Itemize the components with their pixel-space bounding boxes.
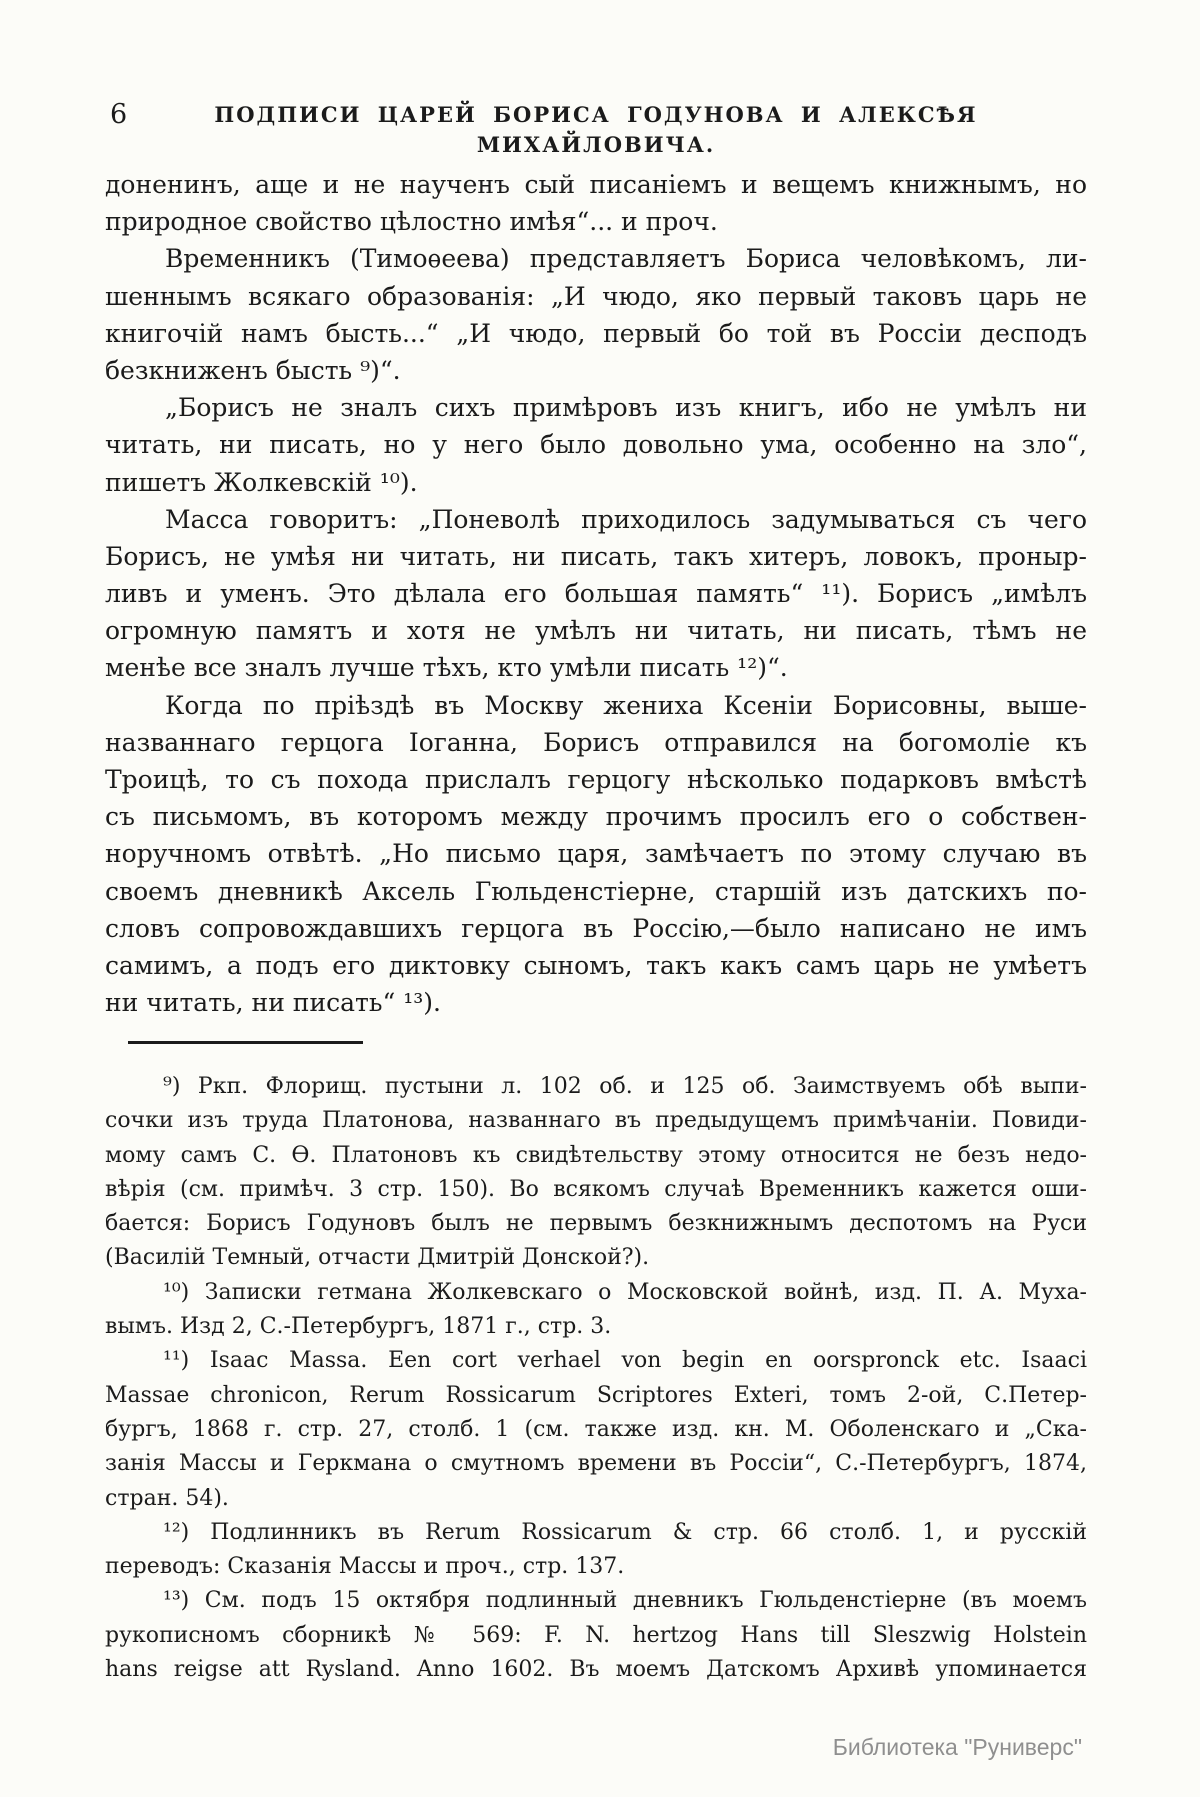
page-header: [105, 99, 1087, 157]
body-text-line: своемъ дневникѣ Аксель Гюльденстіерне, старшій изъ датскихъ по-: [105, 876, 1087, 906]
footnote-line: переводъ: Сказанія Массы и проч., стр. 137.: [105, 1554, 625, 1580]
body-text-line: „Борисъ не зналъ сихъ примѣровъ изъ книгъ, ибо не умѣлъ ни: [165, 393, 1087, 423]
body-text-line: Когда по пріѣздѣ въ Москву жениха Ксеніи Борисовны, выше-: [165, 690, 1087, 720]
body-text-line: безкниженъ бысть ⁹)“.: [105, 355, 401, 385]
footnote-line: вымъ. Изд 2, С.-Петербургъ, 1871 г., стр. 3.: [105, 1314, 612, 1340]
body-text-line: съ письмомъ, въ которомъ между прочимъ просилъ его о собствен-: [105, 802, 1087, 832]
body-text-line: читать, ни писать, но у него было довольно ума, особенно на зло“,: [105, 430, 1087, 460]
body-text-line: шеннымъ всякаго образованія: „И чюдо, яко первый таковъ царь не: [105, 281, 1087, 311]
body-text-line: Борисъ, не умѣя ни читать, ни писать, такъ хитеръ, ловокъ, проныр-: [105, 541, 1087, 571]
footnote-line: стран. 54).: [105, 1485, 229, 1511]
footnote-line: hans reigse att Rysland. Anno 1602. Въ моемъ Датскомъ Архивѣ упоминается: [105, 1657, 1087, 1683]
footnote-line: бается: Борисъ Годуновъ былъ не первымъ безкнижнымъ деспотомъ на Руси: [105, 1211, 1087, 1237]
body-text-line: ливъ и уменъ. Это дѣлала его большая память“ ¹¹). Борисъ „имѣлъ: [105, 579, 1087, 609]
body-text-line: Масса говоритъ: „Поневолѣ приходилось задумываться съ чего: [165, 504, 1087, 534]
footnote-line: вѣрія (см. примѣч. 3 стр. 150). Во всякомъ случаѣ Временникъ кажется оши-: [105, 1176, 1087, 1202]
footnote-line: бургъ, 1868 г. стр. 27, столб. 1 (см. также изд. кн. М. Оболенскаго и „Ска-: [105, 1416, 1087, 1442]
body-text-line: ни читать, ни писать“ ¹³).: [105, 988, 441, 1018]
footnote-line: (Василій Темный, отчасти Дмитрій Донской?).: [105, 1245, 650, 1271]
footnote-line: ¹⁰) Записки гетмана Жолкевскаго о Московской войнѣ, изд. П. А. Муха-: [163, 1279, 1087, 1305]
page-number: 6: [110, 99, 128, 130]
footnote-line: ¹³) См. подъ 15 октября подлинный дневникъ Гюльденстіерне (въ моемъ: [163, 1588, 1087, 1614]
body-text-line: Временникъ (Тимоѳеева) представляетъ Бориса человѣкомъ, ли-: [165, 244, 1087, 274]
footnote-line: Massae chronicon, Rerum Rossicarum Scriptores Exteri, томъ 2-ой, С.Петер-: [105, 1382, 1087, 1408]
body-text: [105, 166, 1087, 1021]
body-text-line: норучномъ отвѣтѣ. „Но письмо царя, замѣчаетъ по этому случаю въ: [105, 839, 1087, 869]
body-text-line: менѣе все зналъ лучше тѣхъ, кто умѣли писать ¹²)“.: [105, 653, 788, 683]
body-text-line: самимъ, а подъ его диктовку сыномъ, такъ какъ самъ царь не умѣетъ: [105, 950, 1087, 980]
footnote-line: мому самъ С. Ѳ. Платоновъ къ свидѣтельству этому относится не безъ недо-: [105, 1142, 1087, 1168]
body-text-line: названнаго герцога Іоганна, Борисъ отправился на богомоліе къ: [105, 727, 1087, 757]
footnote-line: рукописномъ сборникѣ № 569: F. N. hertzog Hans till Sleszwig Holstein: [105, 1622, 1087, 1648]
body-text-line: огромную памятъ и хотя не умѣлъ ни читать, ни писать, тѣмъ не: [105, 616, 1087, 646]
footnote-line: ¹²) Подлинникъ въ Rerum Rossicarum & стр. 66 столб. 1, и русскій: [163, 1519, 1087, 1545]
footnotes: [105, 1070, 1087, 1687]
body-text-line: Троицѣ, то съ похода прислалъ герцогу нѣсколько подарковъ вмѣстѣ: [105, 765, 1087, 794]
body-text-line: доненинъ, аще и не наученъ сый писаніемъ и вещемъ книжнымъ, но: [105, 170, 1087, 199]
footnote-line: сочки изъ труда Платонова, названнаго въ предыдущемъ примѣчаніи. Повиди-: [105, 1108, 1087, 1134]
footnote-line: занія Массы и Геркмана о смутномъ времени въ Россіи“, С.-Петербургъ, 1874,: [105, 1451, 1087, 1477]
body-text-line: словъ сопровождавшихъ герцога въ Россію,—было написано не имъ: [105, 913, 1087, 943]
body-text-line: книгочій намъ бысть...“ „И чюдо, первый бо той въ Россіи десподъ: [105, 318, 1087, 348]
footnote-line: ¹¹) Isaac Massa. Een cort verhael von begin en oorspronck etc. Isaaci: [163, 1348, 1087, 1374]
running-title: ПОДПИСИ ЦАРЕЙ БОРИСА ГОДУНОВА И АЛЕКСѢЯ МИХАЙЛОВИЧА.: [214, 102, 978, 157]
footnote-separator-rule: [128, 1041, 363, 1044]
body-text-line: природное свойство цѣлостно имѣя“... и проч.: [105, 207, 718, 237]
library-watermark: Библиотека "Руниверс": [832, 1734, 1082, 1760]
footnote-line: ⁹) Ркп. Флорищ. пустыни л. 102 об. и 125 об. Заимствуемъ обѣ выпи-: [163, 1074, 1087, 1099]
body-text-line: пишетъ Жолкевскій ¹⁰).: [105, 467, 418, 497]
